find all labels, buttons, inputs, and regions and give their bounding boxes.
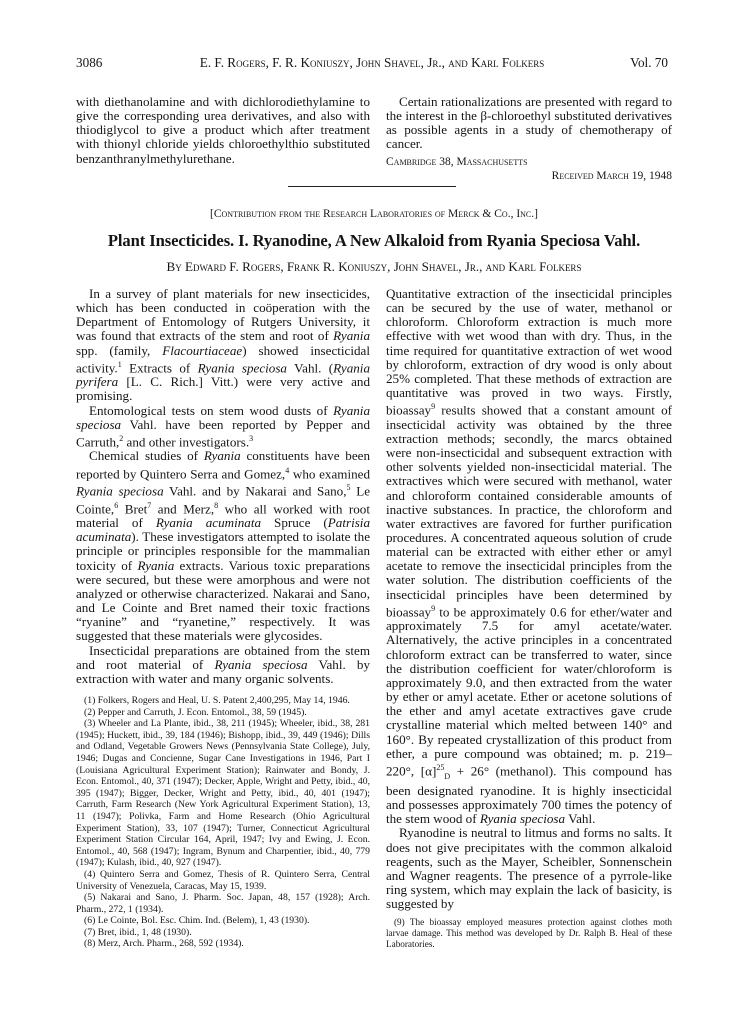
footnote: (1) Folkers, Rogers and Heal, U. S. Patent 2,400,295, May 14, 1946.	[84, 695, 350, 707]
running-authors: E. F. Rogers, F. R. Koniuszy, John Shavel, Jr., and Karl Folkers	[199, 55, 545, 70]
volume-label: Vol. 70	[630, 55, 668, 70]
paragraph: Entomological tests on stem wood dusts of Ryania speciosa Vahl. have been reported by Pepper and Carruth,$^2$ and other investigators.$^3$	[76, 402, 370, 450]
previous-article-conclusion: Certain rationalizations are presented with regard to the interest in the β-chloroethyl substituted derivatives as possible agents in a study of chemotherapy of cancer.	[386, 94, 672, 152]
body-right-column	[386, 287, 672, 950]
contribution-line: [Contribution from the Research Laboratories of Merck & Co., Inc.]	[210, 208, 538, 220]
footnote: (7) Bret, ibid., 1, 48 (1930).	[84, 926, 192, 938]
paragraph: Insecticidal preparations are obtained from the stem and root material of Ryania speciosa Vahl. by extraction with water and many organic solvents.	[76, 642, 370, 686]
footnote: (2) Pepper and Carruth, J. Econ. Entomol., 38, 59 (1945).	[84, 706, 307, 718]
author-address: Cambridge 38, Massachusetts	[386, 155, 528, 168]
previous-article-end-left	[76, 95, 370, 166]
footnote: (5) Nakarai and Sano, J. Pharm. Soc. Japan, 48, 157 (1928); Arch. Pharm., 272, 1 (1934).	[76, 892, 370, 915]
page-number: 3086	[76, 55, 103, 70]
previous-article-end-right	[386, 95, 672, 183]
footnote: (8) Merz, Arch. Pharm., 268, 592 (1934).	[84, 938, 244, 950]
body-left-column	[76, 287, 370, 950]
section-divider	[288, 186, 456, 187]
footnote: (4) Quintero Serra and Gomez, Thesis of R. Quintero Serra, Central University of Venezuela, Caracas, May 15, 1939.	[76, 868, 370, 892]
running-header	[76, 55, 668, 75]
footnote: (6) Le Cointe, Bol. Esc. Chim. Ind. (Belem), 1, 43 (1930).	[84, 915, 310, 927]
article-title: Plant Insecticides. I. Ryanodine, A New Alkaloid from Ryania Speciosa Vahl.	[107, 231, 641, 250]
footnotes	[76, 695, 370, 950]
paragraph: In a survey of plant materials for new insecticides, which has been conducted in coöperation with the Department of Entomology of Rutgers University, it was found that extracts of the stem and root of Ryania spp. (family, Flacourtiaceae) showed insecticidal activity.$^1$ Extracts of Ryania speciosa Vahl. (Ryania pyrifera [L. C. Rich.] Vitt.) were very active and promising.	[76, 286, 370, 404]
byline: By Edward F. Rogers, Frank R. Koniuszy, John Shavel, Jr., and Karl Folkers	[166, 259, 582, 274]
previous-article-text: with diethanolamine and with dichlorodiethylamine to give the corresponding urea derivatives, and also with thiodiglycol to give a product which after treatment with thionyl chloride yields chloroethylthio substituted benzanthranylmethylurethane.	[76, 94, 370, 166]
received-date: Received March 19, 1948	[551, 169, 672, 182]
footnote: (9) The bioassay employed measures protection against clothes moth larvae damage. This method was developed by Dr. Ralph B. Heal of these Laboratories.	[386, 917, 672, 950]
paragraph: Chemical studies of Ryania constituents have been reported by Quintero Serra and Gomez,$^4$ who examined Ryania speciosa Vahl. and by Nakarai and Sano,$^5$ Le Cointe,$^6$ Bret$^7$ and Merz,$^8$ who all worked with root material of Ryania acuminata Spruce (Patrisia acuminata). These investigators attempted to isolate the principle or principles responsible for the mammalian toxicity of Ryania extracts. Various toxic preparations were secured, but these were amorphous and were not analyzed or otherwise characterized. Nakarai and Sano, and Le Cointe and Bret named their toxic fractions “ryanine” and “ryanetine,” respectively. It was suggested that these materials were glycosides.	[76, 448, 371, 644]
paragraph: Quantitative extraction of the insecticidal principles can be secured by the use of water, methanol or chloroform. Chloroform extraction is much more effective with wet wood than with dry. Thus, in the time required for quantitative extraction of wet wood by chloroform, extraction of dry wood is only about 25% completed. That these methods of extraction are quantitative was proved in two ways. Firstly, bioassay$^9$ results showed that a constant amount of insecticidal activity was obtained by the three extraction methods; secondly, the marcs obtained were non-insecticidal and subsequent extraction with other solvents yielded non-insecticidal material. The extractives which were secured with methanol, water and chloroform contained considerable amounts of inactive substances. In practice, the chloroform and water extractives are favored for further purification procedures. A concentrated aqueous solution of crude material can be extracted with either ether or amyl acetate to remove the insecticidal principles from the water solution. The distribution coefficients of the insecticidal principles have been determined by bioassay$^9$ to be approximately 0.6 for ether/water and approximately 7.5 for amyl acetate/water. Alternatively, the active principles in a concentrated chloroform extract can be transferred to water, since the distribution coefficient for water/chloroform is approximately 9.0, and then extracted from the water by ether or amyl acetate. Ether or acetone solutions of the ether and amyl acetate extractives gave crude crystalline material which melted between 140° and 160°. By repeated crystallization of this product from ether, a pure compound was obtained; m. p. 219–220°, $[\alpha]^{25}_D + 26^\circ$ (methanol). This compound has been designated ryanodine. It is highly insecticidal and possesses approximately 700 times the potency of the stem wood of Ryania speciosa Vahl.	[386, 286, 672, 827]
footnote: (3) Wheeler and La Plante, ibid., 38, 211 (1945); Wheeler, ibid., 38, 281 (1945); Huckett, ibid., 39, 184 (1946); Bishopp, ibid., 39, 449 (1946); Dills and Odland, Vegetable Growers News (Pennsylvania State College), July, 1946; Dugas and Concienne, Sugar Cane Investigations in 1946, Part I (Louisiana Agricultural Experiment Station); Rainwater and Bondy, J. Econ. Entomol., 40, 371 (1947); Decker, Apple, Wright and Petty, ibid., 40, 395 (1947); Bigger, Decker, Wright and Petty, ibid., 40, 401 (1947); Carruth, Farm Research (New York Agricultural Experiment Station), 13, 11 (1947); Polivka, Farm and Home Research (Ohio Agricultural Experiment Station), 33, 107 (1947); Turner, Connecticut Agricultural Experiment Station Circular 164, April, 1947; Ivy and Ewing, J. Econ. Entomol., 40, 568 (1947); Ingram, Bynum and Charpentier, ibid., 40, 779 (1947); Kulash, ibid., 40, 927 (1947).	[76, 718, 370, 869]
paragraph: Ryanodine is neutral to litmus and forms no salts. It does not give precipitates with the common alkaloid reagents, such as the Mayer, Scheibler, Sonnenschein and Wagner reagents. The presence of a pyrrole-like ring system, which may explain the lack of basicity, is suggested by	[386, 825, 672, 912]
